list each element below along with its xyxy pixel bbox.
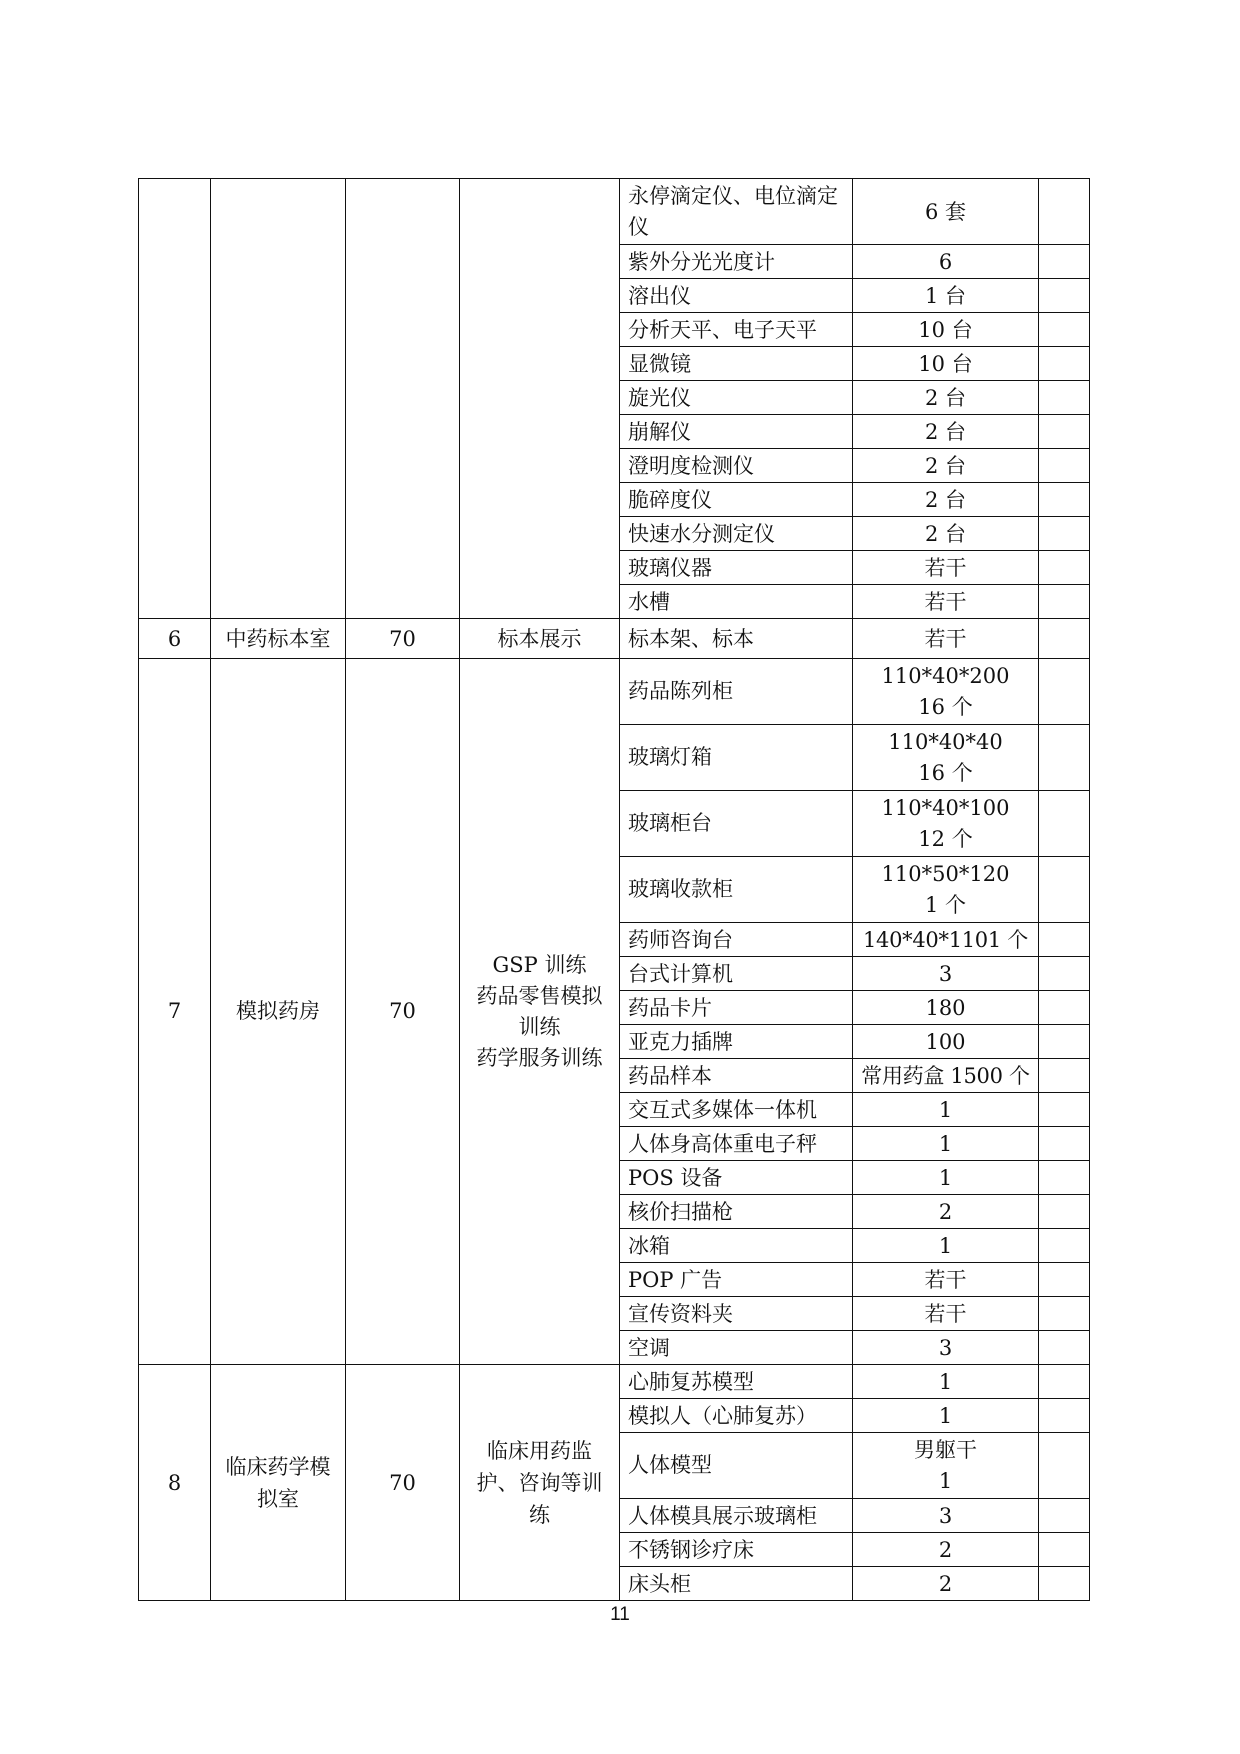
quantity-cell	[853, 991, 1039, 1025]
quantity-cell-line: 常用药盒 1500 个	[861, 1063, 1030, 1088]
note-cell	[1039, 1399, 1090, 1433]
note-cell	[1039, 585, 1090, 619]
function-cell-line: 练	[529, 1502, 550, 1527]
quantity-cell	[853, 1567, 1039, 1601]
quantity-cell: 2 台	[853, 381, 1039, 415]
quantity-cell: 10 台	[853, 313, 1039, 347]
equipment-cell: 交互式多媒体一体机	[620, 1093, 853, 1127]
quantity-cell-line: 1	[938, 1165, 953, 1190]
quantity-cell	[853, 619, 1039, 659]
function-cell	[460, 659, 620, 1365]
note-cell	[1039, 1263, 1090, 1297]
no-cell: 6	[139, 619, 211, 659]
room-cell-line: 模拟药房	[236, 999, 320, 1023]
no-cell: 8	[139, 1365, 211, 1601]
function-cell	[460, 179, 620, 619]
function-cell-line: GSP 训练	[492, 952, 587, 977]
quantity-cell-line: 110*40*200	[881, 663, 1010, 688]
quantity-cell-line: 180	[925, 995, 966, 1020]
quantity-cell-line: 1 个	[924, 892, 967, 917]
table-row	[139, 659, 1090, 725]
equipment-cell: 核价扫描枪	[620, 1195, 853, 1229]
note-cell	[1039, 619, 1090, 659]
equipment-cell: 台式计算机	[620, 957, 853, 991]
room-cell	[211, 1365, 346, 1601]
quantity-cell: 2 台	[853, 449, 1039, 483]
equipment-cell: 玻璃柜台	[620, 791, 853, 857]
equipment-cell: 亚克力插牌	[620, 1025, 853, 1059]
note-cell	[1039, 1195, 1090, 1229]
room-cell-line: 拟室	[257, 1486, 299, 1511]
room-cell	[211, 659, 346, 1365]
table-row	[139, 619, 1090, 659]
equipment-cell: 心肺复苏模型	[620, 1365, 853, 1399]
room-cell-line: 临床药学模	[225, 1454, 331, 1479]
note-cell	[1039, 991, 1090, 1025]
note-cell	[1039, 1533, 1090, 1567]
quantity-cell-line: 110*40*40	[888, 729, 1003, 754]
equipment-cell: 快速水分测定仪	[620, 517, 853, 551]
quantity-cell	[853, 1433, 1039, 1499]
quantity-cell-line: 若干	[924, 1301, 967, 1326]
quantity-cell	[853, 1229, 1039, 1263]
function-cell-line: 临床用药监	[487, 1438, 592, 1463]
equipment-cell: 人体模型	[620, 1433, 853, 1499]
note-cell	[1039, 1567, 1090, 1601]
equipment-cell: 永停滴定仪、电位滴定仪	[620, 179, 853, 245]
note-cell	[1039, 245, 1090, 279]
note-cell	[1039, 791, 1090, 857]
equipment-table	[138, 178, 1090, 1601]
equipment-cell: 药品卡片	[620, 991, 853, 1025]
quantity-cell: 若干	[853, 551, 1039, 585]
quantity-cell	[853, 1365, 1039, 1399]
quantity-cell	[853, 1093, 1039, 1127]
equipment-cell: POS 设备	[620, 1161, 853, 1195]
equipment-table-body	[139, 179, 1090, 1601]
quantity-cell-line: 16 个	[918, 760, 973, 785]
equipment-cell: 标本架、标本	[620, 619, 853, 659]
quantity-cell: 2 台	[853, 483, 1039, 517]
quantity-cell-line: 1	[938, 1097, 953, 1122]
stations-cell	[346, 179, 460, 619]
equipment-cell: 药品陈列柜	[620, 659, 853, 725]
quantity-cell	[853, 1059, 1039, 1093]
quantity-cell-line: 1	[938, 1233, 953, 1258]
note-cell	[1039, 1499, 1090, 1533]
room-cell	[211, 619, 346, 659]
note-cell	[1039, 1025, 1090, 1059]
equipment-cell: 水槽	[620, 585, 853, 619]
quantity-cell	[853, 957, 1039, 991]
equipment-cell: 药师咨询台	[620, 923, 853, 957]
quantity-cell-line: 3	[938, 961, 953, 986]
quantity-cell	[853, 1263, 1039, 1297]
quantity-cell-line: 1	[938, 1468, 953, 1493]
stations-cell: 70	[346, 1365, 460, 1601]
equipment-cell: 空调	[620, 1331, 853, 1365]
quantity-cell	[853, 791, 1039, 857]
equipment-cell: 崩解仪	[620, 415, 853, 449]
quantity-cell-line: 12 个	[918, 826, 973, 851]
stations-cell: 70	[346, 659, 460, 1365]
equipment-cell: 紫外分光光度计	[620, 245, 853, 279]
equipment-cell: 澄明度检测仪	[620, 449, 853, 483]
note-cell	[1039, 279, 1090, 313]
note-cell	[1039, 313, 1090, 347]
no-cell: 7	[139, 659, 211, 1365]
quantity-cell-line: 110*40*100	[881, 795, 1010, 820]
quantity-cell-line: 2	[938, 1199, 953, 1224]
quantity-cell-line: 若干	[924, 1267, 967, 1292]
quantity-cell-line: 140*40*1101 个	[862, 927, 1029, 952]
note-cell	[1039, 1331, 1090, 1365]
equipment-cell: POP 广告	[620, 1263, 853, 1297]
quantity-cell-line: 16 个	[918, 694, 973, 719]
quantity-cell: 2 台	[853, 517, 1039, 551]
quantity-cell: 10 台	[853, 347, 1039, 381]
quantity-cell	[853, 1297, 1039, 1331]
equipment-cell: 旋光仪	[620, 381, 853, 415]
note-cell	[1039, 1161, 1090, 1195]
equipment-cell: 玻璃仪器	[620, 551, 853, 585]
page-number: 11	[610, 1604, 630, 1625]
quantity-cell-line: 3	[938, 1503, 953, 1528]
quantity-cell-line: 若干	[924, 626, 967, 651]
note-cell	[1039, 659, 1090, 725]
quantity-cell	[853, 1127, 1039, 1161]
equipment-cell: 药品样本	[620, 1059, 853, 1093]
function-cell-line: 药学服务训练	[476, 1045, 603, 1070]
quantity-cell-line: 1	[938, 1369, 953, 1394]
note-cell	[1039, 1365, 1090, 1399]
note-cell	[1039, 857, 1090, 923]
equipment-cell: 床头柜	[620, 1567, 853, 1601]
equipment-cell: 脆碎度仪	[620, 483, 853, 517]
no-cell	[139, 179, 211, 619]
room-cell-line: 中药标本室	[225, 626, 331, 651]
quantity-cell	[853, 857, 1039, 923]
table-row	[139, 1365, 1090, 1399]
note-cell	[1039, 551, 1090, 585]
function-cell	[460, 1365, 620, 1601]
quantity-cell	[853, 1533, 1039, 1567]
quantity-cell-line: 3	[938, 1335, 953, 1360]
quantity-cell-line: 100	[925, 1029, 966, 1054]
quantity-cell	[853, 1195, 1039, 1229]
quantity-cell	[853, 725, 1039, 791]
function-cell-line: 训练	[518, 1014, 561, 1039]
note-cell	[1039, 957, 1090, 991]
quantity-cell: 2 台	[853, 415, 1039, 449]
quantity-cell-line: 男躯干	[914, 1437, 977, 1462]
function-cell-line: 药品零售模拟	[476, 983, 603, 1008]
equipment-cell: 玻璃灯箱	[620, 725, 853, 791]
quantity-cell-line: 2	[938, 1537, 953, 1562]
quantity-cell-line: 1	[938, 1403, 953, 1428]
note-cell	[1039, 347, 1090, 381]
note-cell	[1039, 725, 1090, 791]
note-cell	[1039, 1433, 1090, 1499]
quantity-cell	[853, 1499, 1039, 1533]
stations-cell: 70	[346, 619, 460, 659]
equipment-cell: 分析天平、电子天平	[620, 313, 853, 347]
equipment-cell: 宣传资料夹	[620, 1297, 853, 1331]
quantity-cell	[853, 1399, 1039, 1433]
note-cell	[1039, 1059, 1090, 1093]
equipment-cell: 人体身高体重电子秤	[620, 1127, 853, 1161]
equipment-cell: 模拟人（心肺复苏）	[620, 1399, 853, 1433]
note-cell	[1039, 449, 1090, 483]
quantity-cell	[853, 659, 1039, 725]
note-cell	[1039, 1229, 1090, 1263]
note-cell	[1039, 1127, 1090, 1161]
table-row	[139, 179, 1090, 245]
quantity-cell: 6	[853, 245, 1039, 279]
quantity-cell: 若干	[853, 585, 1039, 619]
quantity-cell	[853, 1025, 1039, 1059]
note-cell	[1039, 483, 1090, 517]
quantity-cell-line: 2	[938, 1571, 953, 1596]
note-cell	[1039, 1297, 1090, 1331]
quantity-cell	[853, 1331, 1039, 1365]
note-cell	[1039, 923, 1090, 957]
note-cell	[1039, 381, 1090, 415]
function-cell-line: 标本展示	[497, 626, 582, 651]
quantity-cell-line: 1	[938, 1131, 953, 1156]
equipment-cell: 溶出仪	[620, 279, 853, 313]
quantity-cell: 1 台	[853, 279, 1039, 313]
note-cell	[1039, 415, 1090, 449]
equipment-cell: 人体模具展示玻璃柜	[620, 1499, 853, 1533]
note-cell	[1039, 1093, 1090, 1127]
equipment-cell: 玻璃收款柜	[620, 857, 853, 923]
equipment-cell: 显微镜	[620, 347, 853, 381]
quantity-cell: 6 套	[853, 179, 1039, 245]
quantity-cell	[853, 923, 1039, 957]
equipment-cell: 不锈钢诊疗床	[620, 1533, 853, 1567]
equipment-cell: 冰箱	[620, 1229, 853, 1263]
quantity-cell	[853, 1161, 1039, 1195]
function-cell	[460, 619, 620, 659]
note-cell	[1039, 517, 1090, 551]
quantity-cell-line: 110*50*120	[881, 861, 1010, 886]
function-cell-line: 护、咨询等训	[476, 1470, 603, 1495]
room-cell	[211, 179, 346, 619]
note-cell	[1039, 179, 1090, 245]
